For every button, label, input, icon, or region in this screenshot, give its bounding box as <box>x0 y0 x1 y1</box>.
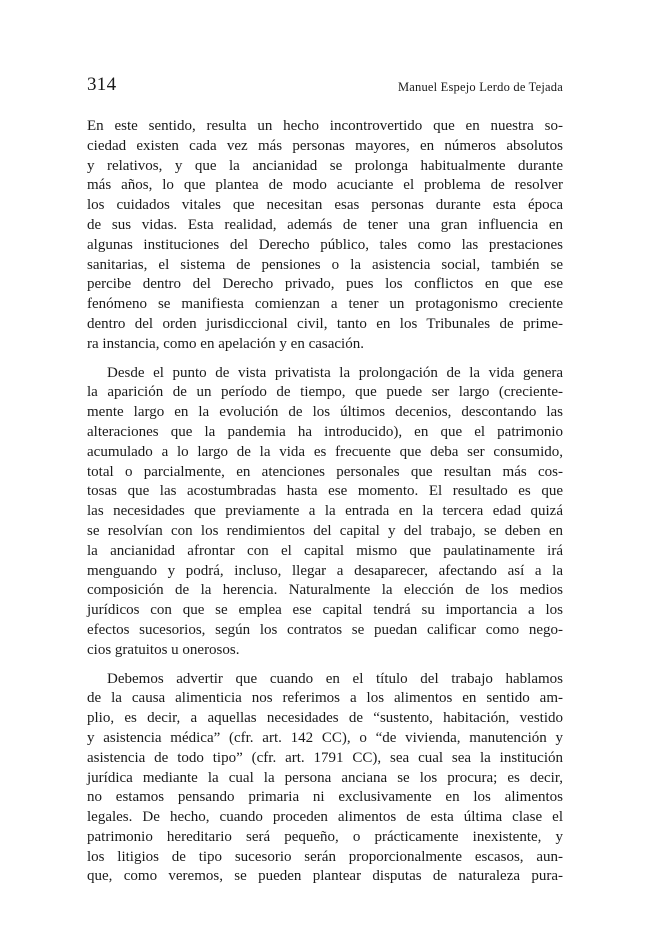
text-line: Desde el punto de vista privatista la prolongación de la vida genera <box>107 364 563 381</box>
text-line: efectos sucesorios, según los contratos se puedan calificar como nego- <box>87 621 563 638</box>
paragraph-1 <box>87 117 563 355</box>
text-line: y relativos, y que la ancianidad se prolonga habitualmente durante <box>87 157 563 174</box>
text-line: Debemos advertir que cuando en el título del trabajo hablamos <box>107 670 563 687</box>
text-line: más años, lo que plantea de modo acuciante el problema de resolver <box>87 177 563 194</box>
text-line: sanitarias, el sistema de pensiones o la asistencia social, también se <box>87 256 563 273</box>
text-line: y asistencia médica” (cfr. art. 142 CC), o “de vivienda, manutención y <box>87 729 563 746</box>
text-line: tosas que las acostumbradas hasta ese momento. El resultado es que <box>87 483 563 500</box>
text-line: menguando y podrá, incluso, llegar a desaparecer, afectando así a la <box>87 562 563 579</box>
text-line: legales. De hecho, cuando proceden alimentos de esta última clase el <box>87 809 563 826</box>
text-line: cios gratuitos u onerosos. <box>87 641 240 658</box>
text-line: que, como veremos, se pueden plantear disputas de naturaleza pura- <box>87 868 563 885</box>
text-line: composición de la herencia. Naturalmente la elección de los medios <box>87 582 563 599</box>
text-line: los cuidados vitales que necesitan esas personas durante esta época <box>87 197 563 214</box>
text-line: acumulado a lo largo de la vida es frecuente que deba ser consumido, <box>87 443 563 460</box>
text-line: alteraciones que la pandemia ha introducido), en que el patrimonio <box>87 423 563 440</box>
text-line: jurídica mediante la cual la persona anciana se los procura; es decir, <box>87 769 563 786</box>
body-text <box>87 117 563 887</box>
text-line: fenómeno se manifiesta comienzan a tener un protagonismo creciente <box>87 296 563 313</box>
paragraph-spacing <box>87 355 563 364</box>
text-line: de la causa alimenticia nos referimos a los alimentos en sentido am- <box>87 690 563 707</box>
page-header <box>87 74 563 100</box>
text-line: jurídicos con que se emplea ese capital tendrá su importancia a los <box>87 602 563 619</box>
text-line: patrimonio hereditario será pequeño, o prácticamente inexistente, y <box>87 828 563 845</box>
text-line: ra instancia, como en apelación y en casación. <box>87 335 364 352</box>
text-line: los litigios de tipo sucesorio serán proporcionalmente escasos, aun- <box>87 848 563 865</box>
text-line: la ancianidad afrontar con el capital mismo que paulatinamente irá <box>87 542 563 559</box>
text-line: algunas instituciones del Derecho público, tales como las prestaciones <box>87 236 563 253</box>
text-line: asistencia de todo tipo” (cfr. art. 1791 CC), sea cual sea la institución <box>87 749 563 766</box>
text-line: dentro del orden jurisdiccional civil, tanto en los Tribunales de prime- <box>87 315 563 332</box>
text-line: no estamos pensando primaria ni exclusivamente en los alimentos <box>87 789 563 806</box>
text-line: En este sentido, resulta un hecho incontrovertido que en nuestra so- <box>87 118 563 134</box>
text-line: las necesidades que previamente a la entrada en la tercera edad quizá <box>87 503 563 520</box>
text-line: total o parcialmente, en atenciones personales que resultan más cos- <box>87 463 563 480</box>
text-line: plio, es decir, a aquellas necesidades de “sustento, habitación, vestido <box>87 710 563 727</box>
paragraph-spacing <box>87 661 563 670</box>
page-number: 314 <box>87 74 117 95</box>
text-line: mente largo en la evolución de los últimos decenios, descontando las <box>87 404 563 421</box>
text-line: se resolvían con los rendimientos del capital y del trabajo, se deben en <box>87 522 563 539</box>
running-head: Manuel Espejo Lerdo de Tejada <box>397 80 563 94</box>
paragraph-3 <box>87 670 563 888</box>
text-line: ciedad existen cada vez más personas mayores, en números absolutos <box>87 137 563 154</box>
text-line: de sus vidas. Esta realidad, además de tener una gran influencia en <box>87 216 563 233</box>
text-line: la aparición de un período de tiempo, que puede ser largo (creciente- <box>87 384 563 401</box>
paragraph-2 <box>87 364 563 661</box>
text-line: percibe dentro del Derecho privado, pues los conflictos en que ese <box>87 276 563 293</box>
